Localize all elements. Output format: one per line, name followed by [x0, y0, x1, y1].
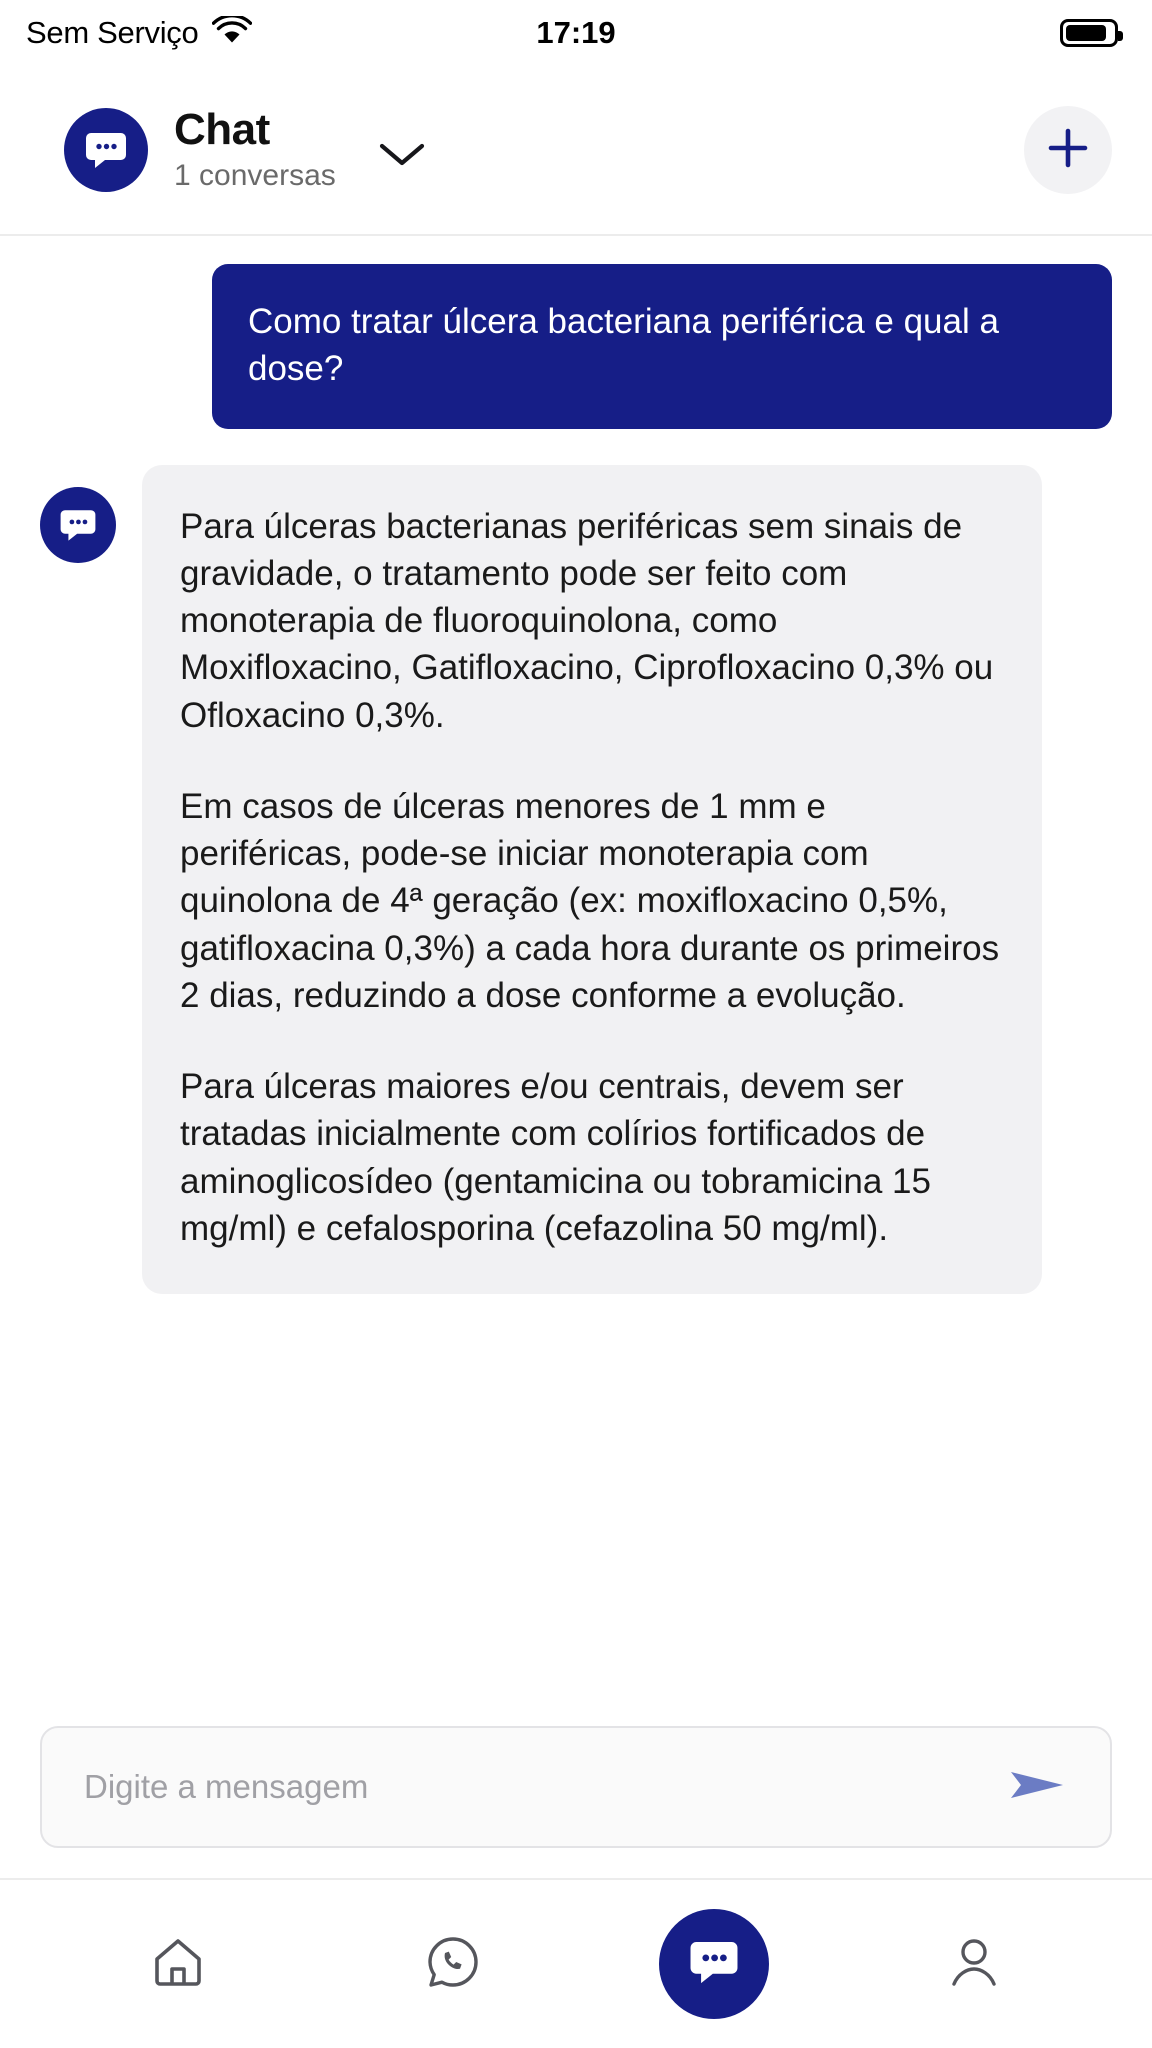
- wifi-icon: [212, 16, 252, 51]
- bot-paragraph: Para úlceras maiores e/ou centrais, devem ser tratadas inicialmente com colírios fortificados de aminoglicosídeo (gentamicina ou tobramicina 15 mg/ml) e cefalosporina (cefazolina 50 mg/ml).: [180, 1067, 931, 1248]
- whatsapp-icon: [422, 1931, 484, 1998]
- status-time: 17:19: [536, 15, 616, 50]
- nav-item-profile[interactable]: [904, 1904, 1044, 2024]
- message-list[interactable]: [0, 236, 1152, 1702]
- chat-bubble-icon: [687, 1935, 741, 1994]
- message-row-bot: [40, 465, 1112, 1295]
- bot-paragraph: Em casos de úlceras menores de 1 mm e periféricas, pode-se iniciar monoterapia com quinolona de 4ª geração (ex: moxifloxacino 0,5%, gatifloxacina 0,3%) a cada hora durante os primeiros 2 dias, reduzindo a dose conforme a evolução.: [180, 786, 1000, 1015]
- header-avatar: [64, 108, 148, 192]
- header-texts: [174, 104, 336, 193]
- composer[interactable]: [40, 1726, 1112, 1848]
- new-chat-button[interactable]: [1024, 106, 1112, 194]
- message-input[interactable]: [84, 1768, 1002, 1806]
- conversations-dropdown[interactable]: [376, 126, 428, 175]
- user-message-bubble: Como tratar úlcera bacteriana periférica e qual a dose?: [212, 264, 1112, 429]
- message-row-user: [40, 264, 1112, 429]
- nav-item-chat[interactable]: [659, 1909, 769, 2019]
- send-icon: [1007, 1760, 1067, 1815]
- composer-area: [0, 1702, 1152, 1880]
- plus-icon: [1045, 125, 1091, 176]
- bot-avatar: [40, 487, 116, 563]
- conversation-count: 1 conversas: [174, 159, 336, 193]
- bot-paragraph: Para úlceras bacterianas periféricas sem sinais de gravidade, o tratamento pode ser feito com monoterapia de fluoroquinolona, como Moxifloxacino, Gatifloxacino, Ciprofloxacino 0,3% ou Ofloxacino 0,3%.: [180, 506, 994, 735]
- send-button[interactable]: [1002, 1757, 1072, 1817]
- nav-item-home[interactable]: [108, 1904, 248, 2024]
- status-bar: [0, 0, 1152, 66]
- page-title: Chat: [174, 104, 270, 154]
- bot-message-bubble: [142, 465, 1042, 1295]
- status-left: [26, 15, 252, 51]
- home-icon: [147, 1931, 209, 1998]
- nav-item-whatsapp[interactable]: [383, 1904, 523, 2024]
- carrier-label: Sem Serviço: [26, 15, 199, 50]
- person-icon: [943, 1931, 1005, 1998]
- bottom-nav: [0, 1880, 1152, 2048]
- status-right: [1060, 19, 1118, 47]
- chevron-down-icon: [376, 138, 428, 175]
- battery-icon: [1060, 19, 1118, 47]
- chat-header: [0, 66, 1152, 236]
